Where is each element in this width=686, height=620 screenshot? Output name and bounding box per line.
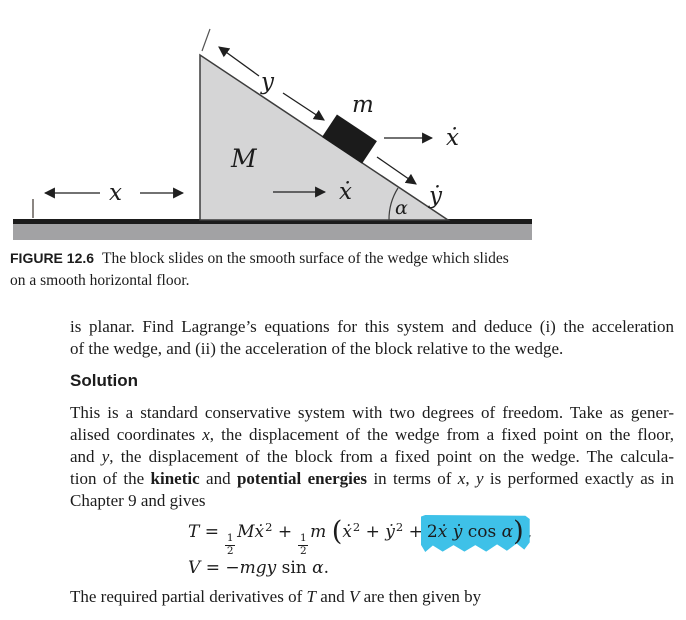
problem-paragraph <box>70 316 674 360</box>
label-block-ydot: ẏ <box>429 183 442 209</box>
solution-line: This is a standard conservative system with two degrees of freedom. Take as gener- <box>70 403 674 422</box>
figure-caption <box>10 247 555 292</box>
highlight-marker: 2ẋ ẏ cos α) <box>423 517 527 548</box>
figure-12-6-diagram <box>0 0 550 245</box>
label-incline-length: y <box>261 69 274 95</box>
label-angle-alpha: α <box>395 197 408 219</box>
label-wedge-displacement: x <box>109 180 122 206</box>
equation-kinetic-energy <box>188 516 533 558</box>
problem-line: is planar. Find Lagrange’s equations for this system and deduce (i) the acceleration <box>70 317 674 336</box>
equation-kinetic-post: , <box>526 521 533 542</box>
solution-heading: Solution <box>70 371 138 390</box>
label-wedge-xdot: ẋ <box>339 179 352 205</box>
floor-ground <box>13 224 532 240</box>
equation-potential-energy: V = −mgy sin α. <box>188 558 330 578</box>
problem-line: of the wedge, and (ii) the acceleration of the block relative to the wedge. <box>70 339 564 358</box>
figure-caption-line2: on a smooth horizontal floor. <box>10 272 190 289</box>
figure-caption-text1: The block slides on the smooth surface of the wedge which slides <box>102 250 509 267</box>
label-wedge-mass: M <box>231 144 257 173</box>
figure-caption-label: FIGURE 12.6 <box>10 250 95 266</box>
equation-kinetic-pre: T = $\frac{1}{2}$ Mẋ$^2$ + $\frac{1}{2}$ m (ẋ$^2$ + ẏ$^2$ + <box>188 516 423 558</box>
closing-line: The required partial derivatives of T and V are then given by <box>70 587 482 606</box>
wedge-reference-tick <box>202 29 210 51</box>
solution-line: alised coordinates x, the displacement of the wedge from a fixed point on the floor, <box>70 425 675 444</box>
label-block-xdot: ẋ <box>446 125 459 151</box>
solution-line: and y, the displacement of the block from a fixed point on the wedge. The calcula- <box>70 447 675 466</box>
equations-block <box>188 517 532 578</box>
figure-caption-line1 <box>10 247 555 270</box>
solution-line: Chapter 9 and gives <box>70 491 206 510</box>
solution-line: tion of the kinetic and potential energies in terms of x, y is performed exactly as in <box>70 469 675 488</box>
label-block-mass: m <box>352 92 374 118</box>
solution-paragraph <box>70 402 674 512</box>
